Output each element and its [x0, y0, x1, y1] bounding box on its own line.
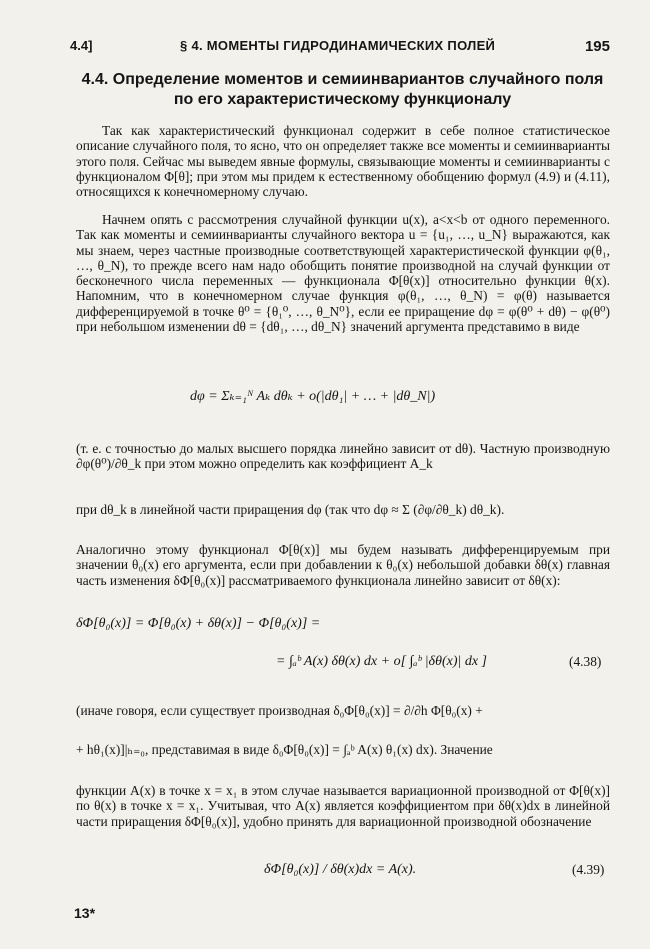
paragraph-5b: + hθ₁(x)]|ₕ₌₀, представимая в виде δ₀Φ[θ₀(x)] = ∫ₐᵇ A(x) θ₁(x) dx). Значение	[76, 742, 493, 757]
section-title: 4.4. Определение моментов и семиинвариантов случайного поля по его характеристическому функционалу	[81, 71, 604, 108]
equation-number-4-38: (4.38)	[569, 654, 602, 669]
chapter-title: § 4. МОМЕНТЫ ГИДРОДИНАМИЧЕСКИХ ПОЛЕЙ	[180, 38, 496, 53]
equation-number-4-39: (4.39)	[572, 862, 605, 877]
signature-mark: 13*	[74, 905, 96, 921]
running-head	[70, 38, 610, 58]
formula-variation-line1: δΦ[θ₀(x)] = Φ[θ₀(x) + δθ(x)] − Φ[θ₀(x)] =	[76, 616, 321, 631]
paragraph-4: Аналогично этому функционал Φ[θ(x)] мы будем называть дифференцируемым при значении θ₀(x) его аргумента, если при добавлении к θ₀(x) небольшой добавки δθ(x) главная часть изменения δΦ[θ₀(x)] рассматриваемого функционала линейно зависит от δθ(x):	[76, 542, 610, 588]
formula-variation-line2: = ∫ₐᵇ A(x) δθ(x) dx + o[ ∫ₐᵇ |δθ(x)| dx ]	[276, 654, 487, 669]
paragraph-1: Так как характеристический функционал содержит в себе полное статистическое описание случайного поля, то ясно, что он определяет также все моменты и семиинварианты этого поля. Сейчас мы выведем явные формулы, связывающие моменты и семиинварианты с функционалом Φ[θ]; при этом мы придем к естественному обобщению формул (4.9) и (4.11), относящихся к конечномерному случаю.	[76, 123, 610, 200]
formula-linear-increment: dφ = Σₖ₌₁ᴺ Aₖ dθₖ + o(|dθ₁| + … + |dθ_N|)	[190, 389, 436, 404]
paragraph-2: Начнем опять с рассмотрения случайной функции u(x), a<x<b от одного переменного. Так как моменты и семиинварианты случайного вектора u = {u₁, …, u_N} выражаются, как мы знаем, через частные производные соответствующей характеристической функции φ(θ₁, …, θ_N), то прежде всего нам надо обобщить понятие производной на случай функции от бесконечного числа переменных — функционала Φ[θ(x)] относительно функции θ(x). Напомним, что в конечномерном случае функция φ(θ₁, …, θ_N) = φ(θ) называется дифференцируемой в точке θ⁰ = {θ₁⁰, …, θ_N⁰}, если ее приращение dφ = φ(θ⁰ + dθ) − φ(θ⁰) при небольшом изменении dθ = {dθ₁, …, dθ_N} значений аргумента представимо в виде	[76, 212, 610, 335]
formula-variational-derivative: δΦ[θ₀(x)] / δθ(x)dx = A(x).	[264, 862, 417, 877]
page-number: 195	[584, 38, 610, 55]
paragraph-3a: (т. е. с точностью до малых высшего порядка линейно зависит от dθ). Частную производную ∂φ(θ⁰)/∂θ_k при этом можно определить как коэффициент A_k	[76, 441, 610, 472]
paragraph-5a: (иначе говоря, если существует производная δ₀Φ[θ₀(x)] = ∂/∂h Φ[θ₀(x) +	[76, 703, 483, 718]
paragraph-6: функции A(x) в точке x = x₁ в этом случае называется вариационной производной от Φ[θ(x)] по θ(x) в точке x = x₁. Учитывая, что A(x) является коэффициентом при δθ(x)dx в линейной части приращения δΦ[θ₀(x)], удобно принять для вариационной производной обозначение	[76, 783, 610, 829]
section-ref: 4.4]	[70, 38, 93, 53]
paragraph-3b: при dθ_k в линейной части приращения dφ (так что dφ ≈ Σ (∂φ/∂θ_k) dθ_k).	[76, 502, 505, 517]
